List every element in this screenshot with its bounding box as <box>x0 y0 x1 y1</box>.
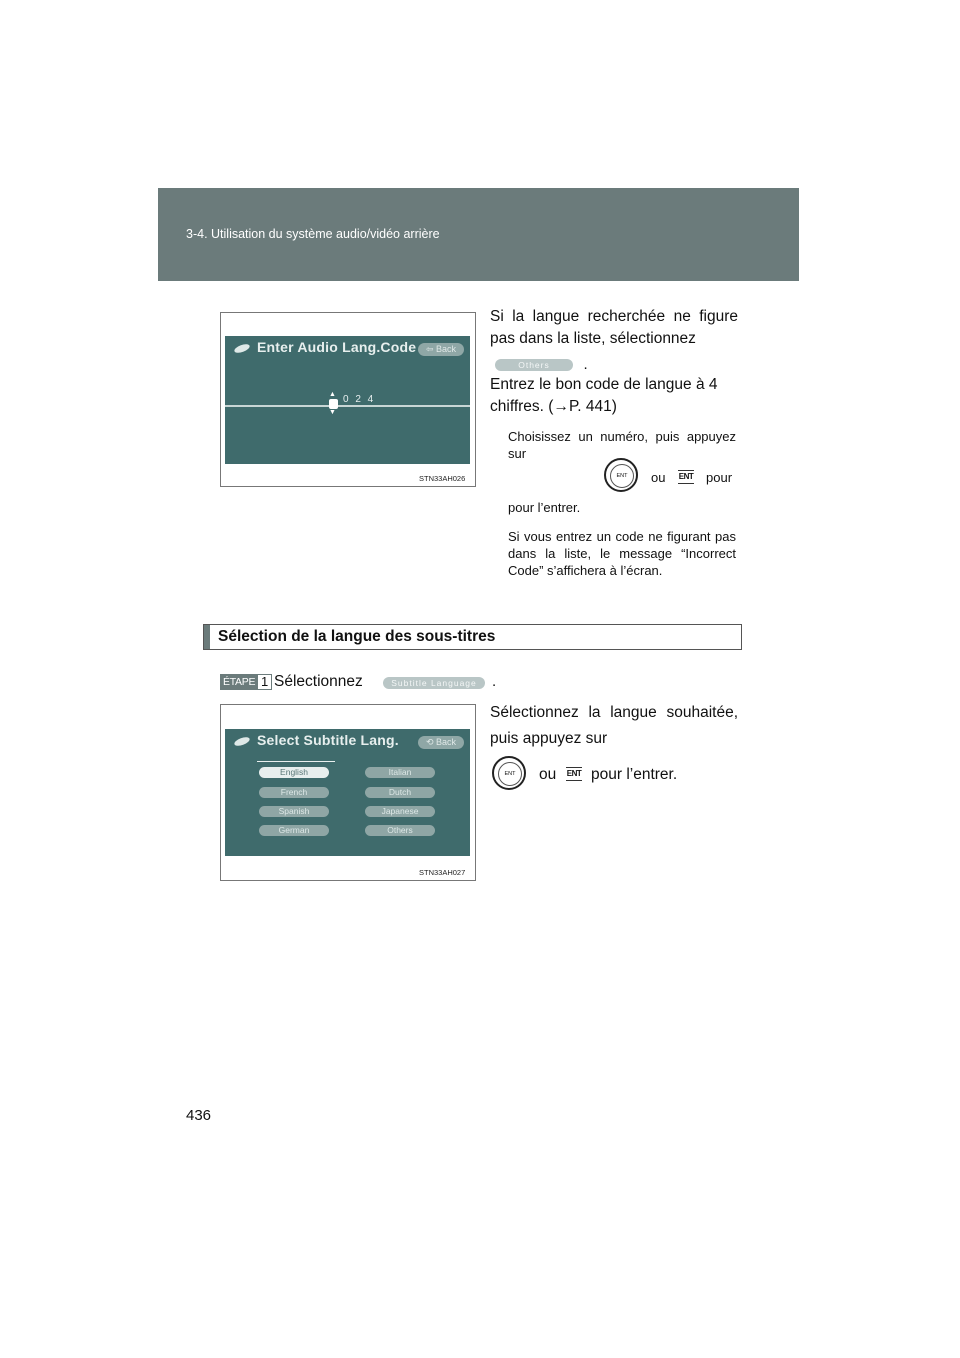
section-title: Sélection de la langue des sous-titres <box>218 628 496 645</box>
note-incorrect-code: Si vous entrez un code ne figurant pas dans la liste, le message “Incorrect Code” s’affichera à l’écran. <box>508 529 736 578</box>
ou-text: ou <box>651 470 666 485</box>
step-1-badge <box>220 674 272 690</box>
ent-key-icon: ENT <box>564 764 584 784</box>
divider-line <box>225 405 470 407</box>
others-line <box>495 356 588 374</box>
screen-display <box>225 729 470 856</box>
language-option[interactable]: Italian <box>365 767 435 778</box>
step-1-text <box>274 673 363 691</box>
digit-cursor[interactable] <box>328 391 339 417</box>
language-option[interactable]: German <box>259 825 329 836</box>
enter-code-paragraph: Entrez le bon code de langue à 4 chiffres. (→P. 441) <box>490 376 718 415</box>
instruction-paragraph <box>490 306 738 350</box>
note-choose-number <box>508 428 736 462</box>
code-digits: 0 2 4 <box>343 394 376 405</box>
knob-label: ENT <box>498 762 522 786</box>
note-text-a: Choisissez un numéro, puis appuyez sur <box>508 429 736 461</box>
ou-text: ou <box>539 766 557 783</box>
disc-icon <box>233 342 250 354</box>
chapter-title: 3-4. Utilisation du système audio/vidéo arrière <box>186 227 440 241</box>
section-accent <box>204 625 210 649</box>
section-header <box>203 624 742 650</box>
step-2-knob-row <box>492 756 740 796</box>
ent-knob-icon <box>492 756 526 790</box>
screen-display <box>225 336 470 464</box>
language-option[interactable]: Dutch <box>365 787 435 798</box>
back-button[interactable] <box>418 343 464 356</box>
period: . <box>492 673 497 690</box>
note-line-1 <box>508 428 736 462</box>
chapter-header <box>158 188 799 281</box>
step-label: ÉTAPE <box>220 674 258 690</box>
selected-underline <box>257 761 335 762</box>
screen-title: Select Subtitle Lang. <box>257 732 399 748</box>
knob-label: ENT <box>610 464 634 488</box>
ent-knob-icon <box>604 458 638 492</box>
instruction-text: Si la langue recherchée ne figure pas dans la liste, sélectionnez <box>490 308 738 347</box>
step-1-instruction: Sélectionnez <box>274 673 363 690</box>
figure-caption: STN33AH026 <box>419 474 466 483</box>
others-button[interactable]: Others <box>495 359 573 371</box>
language-option[interactable]: Japanese <box>365 806 435 817</box>
figure-caption: STN33AH027 <box>419 868 466 877</box>
back-label: Back <box>436 737 457 747</box>
language-option[interactable]: Others <box>365 825 435 836</box>
period: . <box>583 356 588 373</box>
step-2-tail: pour l’entrer. <box>591 766 678 783</box>
pour-text: pour <box>706 470 733 485</box>
page-number: 436 <box>186 1107 212 1124</box>
ent-key-icon: ENT <box>676 467 696 487</box>
step-number: 1 <box>258 674 272 690</box>
language-option[interactable]: English <box>259 767 329 778</box>
language-option[interactable]: Spanish <box>259 806 329 817</box>
figure-enter-audio-code <box>220 312 476 487</box>
note-line-2: pour l’entrer. <box>508 500 581 515</box>
figure-select-subtitle <box>220 704 476 881</box>
note-knob-row <box>508 458 738 498</box>
disc-icon <box>233 735 250 747</box>
screen-title: Enter Audio Lang.Code <box>257 339 417 355</box>
return-arrow-icon: ⟲ <box>425 737 437 747</box>
back-button[interactable] <box>418 736 464 749</box>
step-2-instruction: Sélectionnez la langue souhaitée, puis appuyez sur <box>490 704 738 747</box>
language-option[interactable]: French <box>259 787 329 798</box>
down-arrow-icon: ▼ <box>329 409 336 416</box>
back-label: Back <box>436 344 457 354</box>
up-arrow-icon: ▲ <box>329 391 336 398</box>
subtitle-language-button[interactable]: Subtitle Language <box>383 677 485 689</box>
return-arrow-icon: ⇦ <box>425 344 437 354</box>
